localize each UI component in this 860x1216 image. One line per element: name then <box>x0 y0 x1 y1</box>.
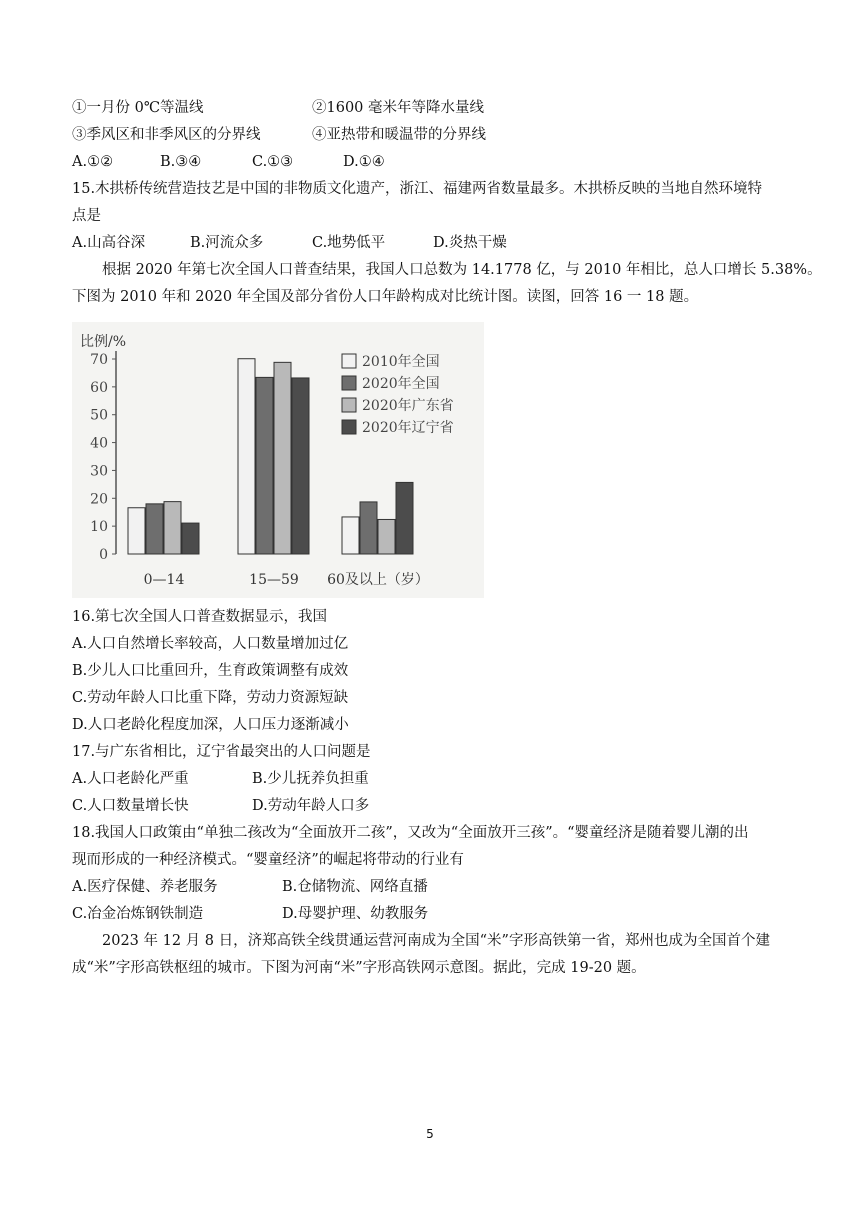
y-tick-label: 10 <box>90 519 108 536</box>
legend-swatch <box>342 398 356 412</box>
q18-choice-c: C.冶金冶炼钢铁制造 <box>72 906 204 922</box>
x-tick-label: 15—59 <box>249 572 299 588</box>
q15-choice-a: A.山高谷深 <box>72 235 146 251</box>
bar <box>360 502 377 554</box>
page-number: 5 <box>426 1127 434 1141</box>
q15-stem-line1: 15.木拱桥传统营造技艺是中国的非物质文化遗产，浙江、福建两省数量最多。木拱桥反映的当地自然环境特 <box>72 181 763 197</box>
bar <box>256 377 273 554</box>
q18-choice-d: D.母婴护理、幼教服务 <box>282 906 429 922</box>
q14-option-2: ②1600 毫米年等降水量线 <box>312 100 485 116</box>
bar <box>164 502 181 554</box>
q16-choice-c: C.劳动年龄人口比重下降，劳动力资源短缺 <box>72 690 349 706</box>
y-tick-label: 20 <box>90 491 108 508</box>
x-tick-label: 60及以上（岁） <box>327 572 429 588</box>
bar <box>396 482 413 554</box>
q18-stem-line2: 现而形成的一种经济模式。“婴童经济”的崛起将带动的行业有 <box>72 852 464 868</box>
q14-choice-d: D.①④ <box>343 154 385 170</box>
legend-label: 2010年全国 <box>362 354 440 370</box>
intro-16-18-line2: 下图为 2010 年和 2020 年全国及部分省份人口年龄构成对比统计图。读图，回答 16 一 18 题。 <box>72 289 699 305</box>
bar <box>378 519 395 554</box>
q17-stem: 17.与广东省相比，辽宁省最突出的人口问题是 <box>72 744 371 760</box>
q18-choice-a: A.医疗保健、养老服务 <box>72 879 218 895</box>
q17-choice-d: D.劳动年龄人口多 <box>252 798 370 814</box>
x-tick-label: 0—14 <box>143 572 185 588</box>
y-axis-label: 比例/% <box>80 334 127 350</box>
q16-stem: 16.第七次全国人口普查数据显示，我国 <box>72 609 328 625</box>
legend-swatch <box>342 420 356 434</box>
legend-swatch <box>342 354 356 368</box>
y-tick-label: 0 <box>99 547 108 563</box>
q14-choice-b: B.③④ <box>160 154 202 170</box>
q15-choice-d: D.炎热干燥 <box>433 235 507 251</box>
bar <box>274 362 291 554</box>
legend-label: 2020年辽宁省 <box>362 420 454 436</box>
intro-19-20-line2: 成“米”字形高铁枢纽的城市。下图为河南“米”字形高铁网示意图。据此，完成 19-20 题。 <box>72 960 646 976</box>
q15-stem-line2: 点是 <box>72 208 101 224</box>
q14-option-3: ③季风区和非季风区的分界线 <box>72 127 261 143</box>
q14-option-1: ①一月份 0℃等温线 <box>72 100 204 116</box>
q17-choice-b: B.少儿抚养负担重 <box>252 771 369 787</box>
intro-19-20-line1: 2023 年 12 月 8 日，济郑高铁全线贯通运营河南成为全国“米”字形高铁第一省，郑州也成为全国首个建 <box>102 933 770 949</box>
y-tick-label: 40 <box>90 435 108 452</box>
q15-choice-b: B.河流众多 <box>190 235 264 251</box>
y-tick-label: 70 <box>90 352 108 368</box>
chart-svg <box>72 322 484 598</box>
bar <box>146 504 163 554</box>
q18-choice-b: B.仓储物流、网络直播 <box>282 879 428 895</box>
q17-choice-a: A.人口老龄化严重 <box>72 771 189 787</box>
y-tick-label: 60 <box>90 379 108 396</box>
q15-choice-c: C.地势低平 <box>312 235 386 251</box>
q14-choice-a: A.①② <box>72 154 114 170</box>
q16-choice-b: B.少儿人口比重回升，生育政策调整有成效 <box>72 663 349 679</box>
intro-16-18-line1: 根据 2020 年第七次全国人口普查结果，我国人口总数为 14.1778 亿，与 2010 年相比，总人口增长 5.38%。 <box>102 262 822 278</box>
bar <box>238 359 255 554</box>
bar <box>342 517 359 554</box>
population-age-chart <box>72 322 484 598</box>
bar <box>128 508 145 554</box>
q14-choice-c: C.①③ <box>252 154 294 170</box>
q16-choice-a: A.人口自然增长率较高，人口数量增加过亿 <box>72 636 349 652</box>
q14-option-4: ④亚热带和暖温带的分界线 <box>312 127 486 143</box>
bar <box>292 378 309 554</box>
q18-stem-line1: 18.我国人口政策由“单独二孩改为“全面放开二孩”，又改为“全面放开三孩”。“婴童经济是随着婴儿潮的出 <box>72 825 749 841</box>
q17-choice-c: C.人口数量增长快 <box>72 798 189 814</box>
y-tick-label: 30 <box>90 463 108 480</box>
legend-label: 2020年广东省 <box>362 398 454 414</box>
legend-label: 2020年全国 <box>362 376 440 392</box>
bar <box>182 523 199 554</box>
y-tick-label: 50 <box>90 407 108 424</box>
q16-choice-d: D.人口老龄化程度加深，人口压力逐渐减小 <box>72 717 349 733</box>
legend-swatch <box>342 376 356 390</box>
